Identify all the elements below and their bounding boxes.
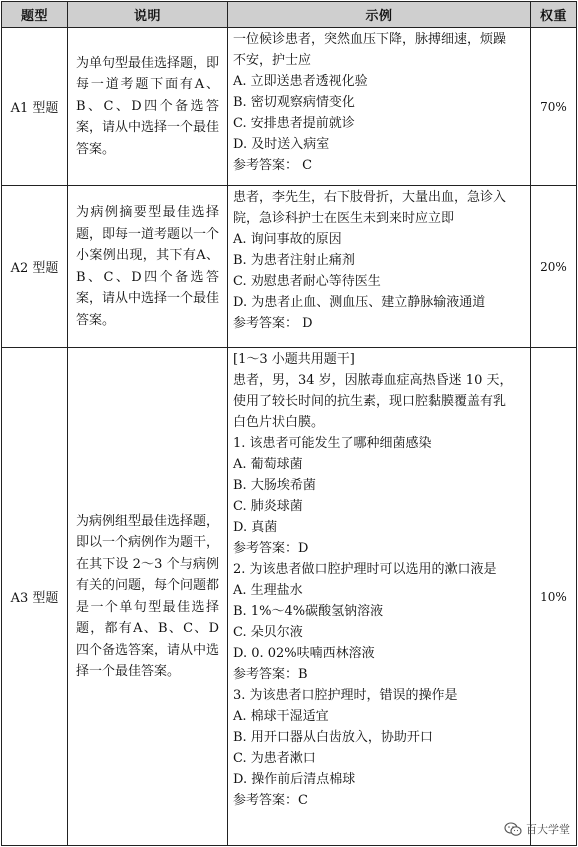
example-line: 参考答案：D xyxy=(233,541,309,556)
description-cell: 为单句型最佳选择题，即每一道考题下面有A、B、C、D四个备选答案，请从中选择一个最佳答案。 xyxy=(68,28,228,186)
wechat-icon xyxy=(504,822,522,837)
table-header-row xyxy=(2,2,577,28)
example-line: 白色片状白膜。 xyxy=(233,415,325,430)
example-line: A. 棉球干湿适宜 xyxy=(233,709,329,724)
description-cell: 为病例组型最佳选择题，即以一个病例作为题干，在其下设 2～3 个与病例有关的问题，每个问题都是一个单句型最佳选择题，都有A、B、C、D四个备选答案，请从中选择一个最佳答案。 xyxy=(68,348,228,846)
example-line: A. 询问事故的原因 xyxy=(233,232,342,247)
example-line: D. 真菌 xyxy=(233,520,278,535)
example-line: 不安，护士应 xyxy=(233,53,312,68)
exam-question-types-table xyxy=(1,1,577,846)
example-line: 1. 该患者可能发生了哪种细菌感染 xyxy=(233,436,432,451)
description-cell: 为病例摘要型最佳选择题，即每一道考题以一个小案例出现，其下有A、B、C、D四个备选答案，请从中选择一个最佳答案。 xyxy=(68,186,228,348)
example-cell xyxy=(228,186,531,348)
header-type: 题型 xyxy=(2,2,68,28)
question-type-cell: A3 型题 xyxy=(2,348,68,846)
watermark xyxy=(504,821,570,837)
header-description: 说明 xyxy=(68,2,228,28)
weight-cell: 10% xyxy=(531,348,577,846)
example-line: 3. 为该患者口腔护理时，错误的操作是 xyxy=(233,688,458,703)
example-cell xyxy=(228,28,531,186)
weight-cell: 70% xyxy=(531,28,577,186)
example-line: 患者，李先生，右下肢骨折，大量出血，急诊入 xyxy=(233,190,507,205)
example-line: D. 及时送入病室 xyxy=(233,137,330,152)
example-line: A. 葡萄球菌 xyxy=(233,457,303,472)
table-row xyxy=(2,186,577,348)
example-line: B. 密切观察病情变化 xyxy=(233,95,355,110)
example-line: B. 1%～4%碳酸氢钠溶液 xyxy=(233,604,384,619)
example-line: B. 大肠埃希菌 xyxy=(233,478,316,493)
question-type-cell: A1 型题 xyxy=(2,28,68,186)
example-line: 院，急诊科护士在医生未到来时应立即 xyxy=(233,211,455,226)
example-line: D. 操作前后清点棉球 xyxy=(233,772,356,787)
example-line: 使用了较长时间的抗生素，现口腔黏膜覆盖有乳 xyxy=(233,394,507,409)
example-line: 患者，男，34 岁，因脓毒血症高热昏迷 10 天， xyxy=(233,373,513,388)
table-row xyxy=(2,28,577,186)
header-weight: 权重 xyxy=(531,2,577,28)
example-line: 参考答案： D xyxy=(233,316,313,331)
example-line: C. 为患者漱口 xyxy=(233,751,316,766)
table-row xyxy=(2,348,577,846)
example-line: A. 立即送患者透视化验 xyxy=(233,74,368,89)
example-line: C. 肺炎球菌 xyxy=(233,499,303,514)
example-line: B. 用开口器从白齿放入，协助开口 xyxy=(233,730,433,745)
question-type-cell: A2 型题 xyxy=(2,186,68,348)
example-line: D. 0. 02%呋喃西林溶液 xyxy=(233,646,375,661)
example-line: [1～3 小题共用题干] xyxy=(233,352,355,367)
example-line: 参考答案： C xyxy=(233,158,313,173)
example-cell xyxy=(228,348,531,846)
example-line: 一位候诊患者，突然血压下降，脉搏细速，烦躁 xyxy=(233,32,507,47)
weight-cell: 20% xyxy=(531,186,577,348)
example-line: 参考答案：C xyxy=(233,793,308,808)
header-example: 示例 xyxy=(228,2,531,28)
example-line: C. 朵贝尔液 xyxy=(233,625,303,640)
example-line: B. 为患者注射止痛剂 xyxy=(233,253,355,268)
watermark-text: 百大学堂 xyxy=(526,823,570,836)
example-line: 2. 为该患者做口腔护理时可以选用的漱口液是 xyxy=(233,562,497,577)
example-line: 参考答案：B xyxy=(233,667,308,682)
example-line: D. 为患者止血、测血压、建立静脉输液通道 xyxy=(233,295,486,310)
example-line: C. 劝慰患者耐心等待医生 xyxy=(233,274,381,289)
example-line: A. 生理盐水 xyxy=(233,583,303,598)
example-line: C. 安排患者提前就诊 xyxy=(233,116,355,131)
